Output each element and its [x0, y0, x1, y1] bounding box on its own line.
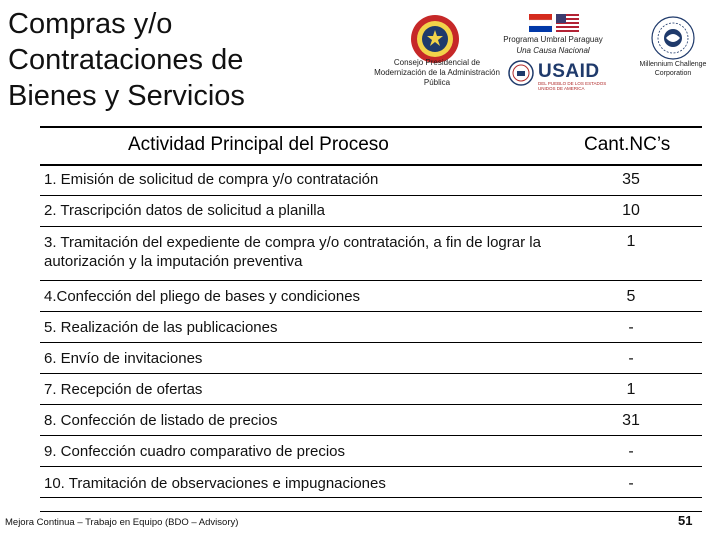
page-number: 51: [678, 513, 693, 528]
mcc-seal-logo: [651, 16, 695, 60]
row-count: 5: [626, 288, 636, 305]
table-row: [40, 373, 702, 404]
slide-title: Compras y/o Contrataciones de Bienes y Servicios: [8, 8, 245, 112]
header-activity: Actividad Principal del Proceso: [128, 134, 389, 155]
row-count: -: [628, 319, 634, 336]
row-activity: 10. Tramitación de observaciones e impugnaciones: [44, 475, 386, 492]
program-slogan: Una Causa Nacional: [516, 46, 590, 55]
table-row: [40, 164, 702, 195]
usaid-subtext: DEL PUEBLO DE LOS ESTADOS UNIDOS DE AMERICA: [538, 81, 607, 91]
row-count: 10: [622, 202, 640, 219]
row-count: 1: [626, 381, 636, 398]
row-activity: 9. Confección cuadro comparativo de precios: [44, 443, 345, 460]
program-name: Programa Umbral Paraguay: [503, 35, 603, 44]
row-activity: 7. Recepción de ofertas: [44, 381, 203, 398]
row-activity: 6. Envío de invitaciones: [44, 350, 203, 367]
flags-logo: [529, 14, 579, 32]
table-bottom-rule: [40, 497, 702, 498]
row-count: -: [628, 475, 634, 492]
table-row: [40, 226, 702, 280]
row-activity: 2. Trascripción datos de solicitud a planilla: [44, 202, 325, 219]
table-row: [40, 195, 702, 226]
row-activity: 8. Confección de listado de precios: [44, 412, 278, 429]
mcc-caption: Millennium Challenge Corporation: [639, 61, 707, 77]
seal-caption: Consejo Presidencial de Modernización de la Administración Pública: [374, 58, 500, 87]
usaid-wordmark: USAID: [538, 61, 600, 82]
table-row: [40, 280, 702, 311]
table-row: [40, 342, 702, 373]
table-row: [40, 311, 702, 342]
program-caption: [490, 34, 616, 56]
row-count: -: [628, 350, 634, 367]
paraguay-seal-logo: [410, 14, 460, 64]
footer-text: Mejora Continua – Trabajo en Equipo (BDO – Advisory): [5, 517, 239, 528]
table-row: [40, 404, 702, 435]
row-activity: 3. Tramitación del expediente de compra y/o contratación, a fin de lograr la autorización y la imputación preventiva: [44, 234, 541, 270]
row-count: 31: [622, 412, 640, 429]
row-count: 35: [622, 171, 640, 188]
table-row: [40, 466, 702, 497]
row-count: -: [628, 443, 634, 460]
row-activity: 1. Emisión de solicitud de compra y/o contratación: [44, 171, 379, 188]
row-activity: 5. Realización de las publicaciones: [44, 319, 278, 336]
footer-divider: [40, 511, 702, 512]
table-top-rule: [40, 126, 702, 128]
usaid-seal-icon: [508, 60, 534, 86]
row-activity: 4.Confección del pliego de bases y condiciones: [44, 288, 361, 305]
header-count: Cant.NC’s: [584, 134, 671, 155]
row-count: 1: [626, 233, 636, 250]
table-row: [40, 435, 702, 466]
